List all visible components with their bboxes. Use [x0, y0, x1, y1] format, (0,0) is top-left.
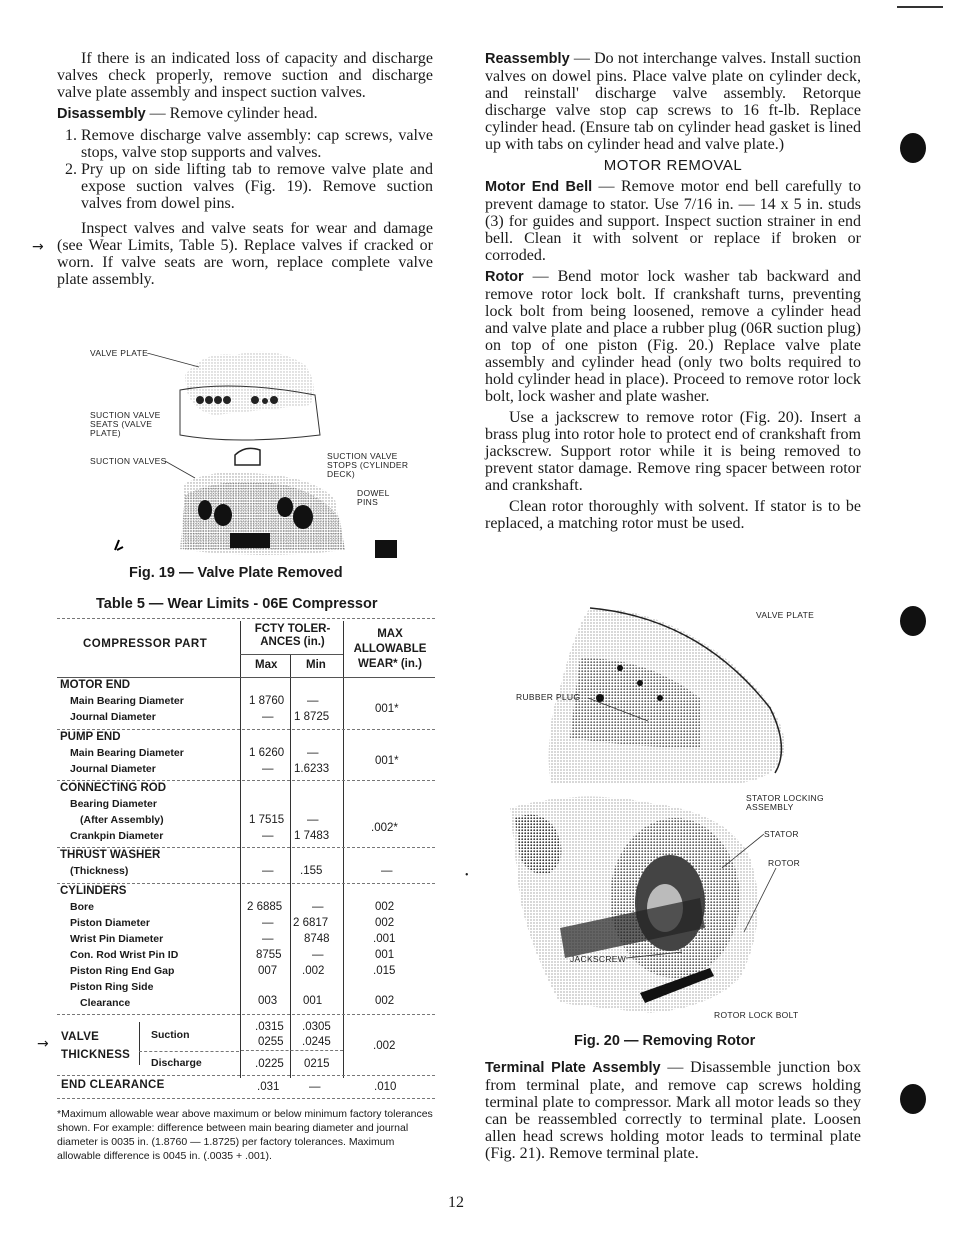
cell-max: 8755	[256, 949, 282, 961]
valve-discharge: Discharge	[151, 1057, 202, 1069]
cell-max: —	[262, 917, 274, 929]
cell-min: 8748	[304, 933, 330, 945]
row-rule	[57, 780, 435, 781]
cell-min: 0215	[304, 1058, 330, 1070]
cell-min: —	[312, 901, 324, 913]
col-rule	[240, 621, 241, 1078]
cell-wear: .010	[374, 1081, 397, 1093]
label-stator: STATOR	[764, 829, 799, 839]
row-rule	[139, 1051, 239, 1052]
cell-min: .002	[302, 965, 325, 977]
step-2: 2. Pry up on side lifting tab to remove valve plate and expose suction valves (Fig. 19). Remove suction valves from dowel pins.	[81, 161, 433, 212]
cell-wear: .001	[373, 933, 396, 945]
cell-min: 1 7483	[294, 830, 330, 842]
cell-min: —	[309, 1081, 321, 1093]
row-rule	[57, 1014, 435, 1015]
row-rule	[241, 1050, 343, 1051]
valve-plate-photo	[85, 335, 415, 565]
cell-wear: 001*	[375, 755, 399, 767]
cell-max: .031	[257, 1081, 280, 1093]
change-arrow: →	[37, 1036, 49, 1052]
cell-max: —	[262, 933, 274, 945]
row-name: Main Bearing Diameter	[70, 747, 184, 759]
row-rule	[57, 729, 435, 730]
endbell-heading: Motor End Bell	[485, 179, 593, 195]
motor-removal-heading: MOTOR REMOVAL	[603, 157, 743, 174]
header-wear: MAX ALLOWABLE WEAR* (in.)	[353, 628, 427, 670]
disassembly-steps	[57, 127, 433, 212]
leader-line	[147, 353, 207, 373]
label-jackscrew: JACKSCREW	[570, 954, 627, 964]
row-name: Clearance	[80, 997, 131, 1009]
left-column	[57, 50, 433, 292]
label-valve-stops: SUCTION VALVE STOPS (CYLINDER DECK)	[327, 451, 409, 479]
cell-wear: 001*	[375, 703, 399, 715]
subheader-rule	[240, 654, 343, 655]
section-cylinders: CYLINDERS	[60, 885, 127, 897]
label-rotor-lock-bolt: ROTOR LOCK BOLT	[714, 1010, 799, 1020]
rotor-heading: Rotor	[485, 269, 524, 285]
cell-max: 0255	[258, 1036, 284, 1048]
row-name: Crankpin Diameter	[70, 830, 164, 842]
cell-min: 1 8725	[294, 711, 330, 723]
section-connecting-rod: CONNECTING ROD	[60, 782, 167, 794]
margin-bullet	[900, 1084, 926, 1114]
leader-line	[165, 453, 205, 483]
row-name: Bore	[70, 901, 94, 913]
fig19-caption: Fig. 19 — Valve Plate Removed	[129, 565, 343, 581]
cell-max: 2 6885	[247, 901, 283, 913]
table-top-rule	[57, 618, 435, 619]
row-name: (After Assembly)	[80, 814, 164, 826]
cell-max: —	[262, 763, 274, 775]
table5-footnote: *Maximum allowable wear above maximum or below minimum factory tolerances shown. For example: difference between main bearing diameter and journal diameter is 0035 in. (1.8760 — 1.8725) per factory tolerances. Maximum allowable difference is 0045 in. (.0035 + .001).	[57, 1108, 433, 1162]
cell-min: —	[307, 695, 319, 707]
cell-max: —	[262, 865, 274, 877]
intro-paragraph: If there is an indicated loss of capacity and discharge valves check properly, remove suction and discharge valve plate assembly and inspect suction valves.	[57, 50, 433, 101]
cell-wear: 002	[375, 901, 395, 913]
cell-wear: —	[381, 865, 393, 877]
row-name: Piston Diameter	[70, 917, 150, 929]
cell-wear: .015	[373, 965, 396, 977]
row-rule	[57, 883, 435, 884]
row-name: Piston Ring End Gap	[70, 965, 175, 977]
cell-min: —	[312, 949, 324, 961]
cell-max: 1 6260	[249, 747, 285, 759]
cell-min: .0305	[302, 1021, 331, 1033]
header-rule	[57, 677, 435, 678]
label-suction-valves: SUCTION VALVES	[90, 456, 167, 466]
cell-min: 2 6817	[293, 917, 329, 929]
margin-bullet	[900, 133, 926, 163]
inspect-paragraph: Inspect valves and valve seats for wear and damage (see Wear Limits, Table 5). Replace valves if cracked or worn. If valve seats are worn, replace complete valve plate assembly.	[57, 220, 433, 288]
jackscrew-paragraph: Use a jackscrew to remove rotor (Fig. 20). Insert a brass plug into rotor hole to protect end of crankshaft from jackscrew. Support rotor while it is being removed to prevent stator damage. Remove ring spacer between rotor and crankshaft.	[485, 409, 861, 494]
cell-min: —	[307, 814, 319, 826]
header-part: COMPRESSOR PART	[83, 638, 208, 650]
cell-max: 1 7515	[249, 814, 285, 826]
header-fcty: FCTY TOLER-ANCES (in.)	[254, 623, 331, 648]
terminal-paragraph	[485, 1059, 861, 1162]
cell-max: .0225	[255, 1058, 284, 1070]
disassembly-heading: Disassembly	[57, 106, 146, 122]
header-min: Min	[306, 659, 326, 671]
cell-min: —	[307, 747, 319, 759]
cell-max: 003	[258, 995, 278, 1007]
cell-max: .0315	[255, 1021, 284, 1033]
fig20-caption: Fig. 20 — Removing Rotor	[574, 1033, 756, 1049]
reassembly-paragraph	[485, 50, 861, 153]
table5-title: Table 5 — Wear Limits - 06E Compressor	[96, 596, 378, 612]
disassembly-paragraph	[57, 105, 433, 123]
terminal-section	[485, 1059, 861, 1166]
fig19-figure	[85, 335, 415, 565]
row-rule	[57, 1075, 435, 1076]
section-valve-thickness: VALVE THICKNESS	[61, 1031, 131, 1061]
section-pump-end: PUMP END	[60, 731, 121, 743]
col-rule	[139, 1022, 140, 1065]
row-name: Bearing Diameter	[70, 798, 157, 810]
cell-wear: .002*	[371, 822, 398, 834]
cell-wear: 002	[375, 995, 395, 1007]
cell-wear: 002	[375, 917, 395, 929]
cell-min: 001	[303, 995, 323, 1007]
change-arrow: →	[32, 239, 44, 255]
fig20-figure	[500, 598, 850, 1028]
leader-line	[588, 696, 658, 726]
right-column	[485, 50, 861, 536]
page-number: 12	[448, 1194, 464, 1211]
label-stator-locking-assembly: STATOR LOCKING ASSEMBLY	[746, 793, 824, 812]
valve-suction: Suction	[151, 1029, 190, 1041]
row-name: Wrist Pin Diameter	[70, 933, 164, 945]
stray-mark: •	[465, 870, 469, 881]
margin-bullet	[900, 606, 926, 636]
label-valve-plate: VALVE PLATE	[90, 348, 149, 358]
disassembly-text: — Remove cylinder head.	[145, 105, 318, 122]
row-name: Main Bearing Diameter	[70, 695, 184, 707]
label-rotor: ROTOR	[768, 858, 801, 868]
step-1: 1. Remove discharge valve assembly: cap screws, valve stops, valve stop supports and valves.	[81, 127, 433, 161]
cell-min: .0245	[302, 1036, 331, 1048]
cell-max: 1 8760	[249, 695, 285, 707]
row-name: Journal Diameter	[70, 711, 156, 723]
reassembly-heading: Reassembly	[485, 51, 570, 67]
row-name: Piston Ring Side	[70, 981, 154, 993]
rotor-paragraph	[485, 268, 861, 405]
leader-line	[740, 866, 780, 936]
leader-line	[626, 948, 686, 968]
wear-limits-table	[57, 617, 435, 1099]
terminal-text: — Disassemble junction box from terminal plate, and remove cap screws holding terminal plate to compressor. Mark all motor leads so they can be reassembled correctly to terminal plate. Loosen allen head screws holding motor leads to terminal plate (Fig. 21). Remove terminal plate.	[485, 1059, 861, 1162]
cell-wear: .002	[373, 1040, 396, 1052]
cell-min: 1.6233	[294, 763, 330, 775]
row-name: Journal Diameter	[70, 763, 156, 775]
rotor-text: — Bend motor lock washer tab backward and remove rotor lock bolt. If crankshaft turns, preventing lock bolt from being loosened, remove a cylinder head and valve plate and place a rubber plug (06R suction plug) on top of one piston (Fig. 20.) Replace valve plate assembly and cylinder head (only two bolts required to hold cylinder head in place). Proceed to remove rotor lock bolt, lock washer and plate washer.	[485, 268, 861, 405]
endbell-text: — Remove motor end bell carefully to prevent damage to stator. Use 7/16 in. — 14 x 5 in. studs (3) for guides and support. Inspect suction strainer in end bell. Clean it with solvent or replace if broken or corroded.	[485, 178, 861, 264]
terminal-heading: Terminal Plate Assembly	[485, 1060, 661, 1076]
cell-wear: 001	[375, 949, 395, 961]
cell-max: 007	[258, 965, 278, 977]
section-thrust-washer: THRUST WASHER	[60, 849, 161, 861]
cell-max: —	[262, 711, 274, 723]
cell-max: —	[262, 830, 274, 842]
label-valve-plate: VALVE PLATE	[756, 610, 815, 620]
header-max: Max	[255, 659, 278, 671]
row-rule	[57, 847, 435, 848]
section-end-clearance: END CLEARANCE	[61, 1079, 165, 1091]
section-motor-end: MOTOR END	[60, 679, 131, 691]
endbell-paragraph	[485, 178, 861, 264]
label-rubber-plug: RUBBER PLUG	[516, 692, 581, 702]
reassembly-text: — Do not interchange valves. Install suction valves on dowel pins. Place valve plate on cylinder deck, and reinstall' discharge valve assembly. Retorque discharge valve stop cap screws to 16 ft-lb. Replace cylinder head. (Ensure tab on cylinder head gasket is lined up with tabs on cylinder head and valve plate.)	[485, 50, 861, 153]
clean-paragraph: Clean rotor thoroughly with solvent. If stator is to be replaced, a matching rotor must be used.	[485, 498, 861, 532]
cell-min: .155	[300, 865, 323, 877]
label-suction-seats: SUCTION VALVE SEATS (VALVE PLATE)	[90, 410, 161, 438]
row-name: Con. Rod Wrist Pin ID	[70, 949, 179, 961]
row-name: (Thickness)	[70, 865, 129, 877]
label-dowel-pins: DOWEL PINS	[357, 488, 390, 507]
header-rule	[897, 6, 943, 8]
table-bottom-rule	[57, 1098, 435, 1099]
col-rule	[343, 621, 344, 1078]
